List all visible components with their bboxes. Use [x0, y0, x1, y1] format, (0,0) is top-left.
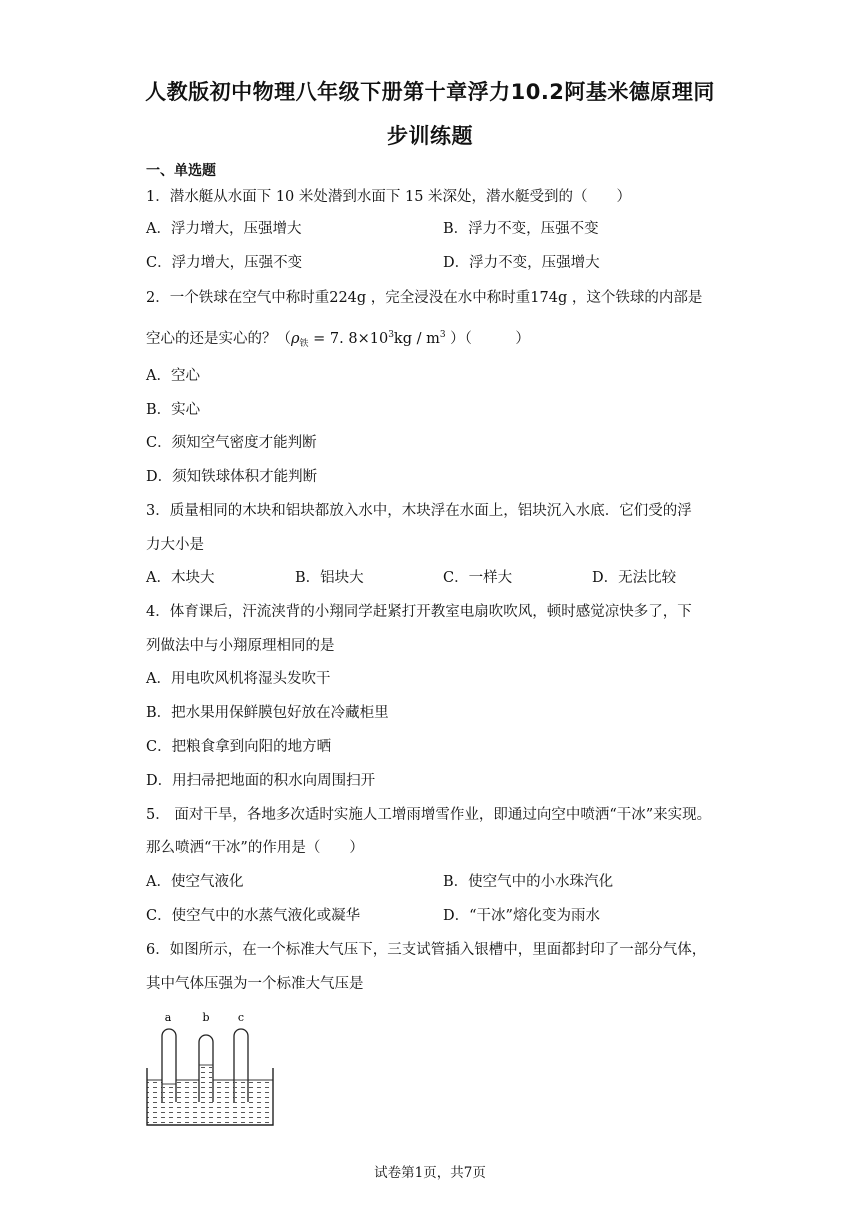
question-6-stem-line2: 其中气体压强为一个标准大气压是: [146, 976, 364, 992]
question-4-option-b: B．把水果用保鲜膜包好放在冷藏柜里: [146, 705, 389, 721]
question-2-stem-text: 空心的还是实心的？（: [146, 331, 291, 347]
unit-superscript: 3: [439, 330, 446, 340]
question-5-option-c: C．使空气中的水蒸气液化或凝华: [146, 908, 361, 924]
page-title-line1: 人教版初中物理八年级下册第十章浮力10.2阿基米德原理同: [145, 80, 715, 104]
power-superscript: 3: [388, 330, 394, 340]
question-2-option-c: C．须知空气密度才能判断: [146, 435, 317, 451]
question-1-option-b: B．浮力不变，压强不变: [443, 221, 599, 237]
question-4-stem-line1: 4．体育课后，汗流浃背的小翔同学赶紧打开教室电扇吹吹风，顿时感觉凉快多了，下: [146, 604, 692, 620]
question-6-stem-line1: 6．如图所示，在一个标准大气压下，三支试管插入银槽中，里面都封印了一部分气体，: [146, 942, 707, 958]
question-3-option-a: A．木块大: [146, 570, 215, 586]
question-4-stem-line2: 列做法中与小翔原理相同的是: [146, 638, 335, 654]
question-3-option-b: B．铝块大: [295, 570, 364, 586]
density-symbol: ρ: [291, 331, 300, 347]
question-2-answer-blank: ）（ ）: [445, 331, 530, 347]
question-2-option-a: A．空心: [146, 368, 200, 384]
page-title-line2: 步训练题: [387, 124, 473, 148]
density-value: = 7. 8×10: [308, 331, 389, 347]
question-2-option-b: B．实心: [146, 402, 201, 418]
question-5-option-a: A．使空气液化: [146, 874, 244, 890]
question-1-option-d: D．浮力不变，压强增大: [443, 255, 600, 271]
question-2-stem-line2: [146, 326, 530, 353]
question-1-option-c: C．浮力增大，压强不变: [146, 255, 303, 271]
question-3-option-c: C．一样大: [443, 570, 513, 586]
mercury-trough-figure: [144, 1010, 276, 1128]
tube-c-label: c: [237, 1011, 245, 1024]
question-5-stem-line1: 5． 面对干旱，各地多次适时实施人工增雨增雪作业，即通过向空中喷洒“干冰”来实现。: [146, 807, 712, 823]
question-1-option-a: A．浮力增大，压强增大: [146, 221, 302, 237]
question-1-stem: 1．潜水艇从水面下 10 米处潜到水面下 15 米深处，潜水艇受到的（ ）: [146, 189, 632, 205]
question-5-option-d: D．“干冰”熔化变为雨水: [443, 908, 600, 924]
question-2-option-d: D．须知铁球体积才能判断: [146, 469, 318, 485]
question-3-stem-line1: 3．质量相同的木块和铝块都放入水中，木块浮在水面上，铝块沉入水底．它们受的浮: [146, 503, 692, 519]
section-heading: 一、单选题: [146, 163, 216, 179]
question-4-option-c: C．把粮食拿到向阳的地方晒: [146, 739, 332, 755]
question-5-stem-line2: 那么喷洒“干冰”的作用是（ ）: [146, 840, 364, 856]
question-3-option-d: D．无法比较: [592, 570, 677, 586]
tube-a-label: a: [164, 1011, 172, 1024]
question-2-stem-line1: 2．一个铁球在空气中称时重224g ，完全浸没在水中称时重174g ，这个铁球的内部是: [146, 290, 703, 306]
density-subscript: 铁: [299, 339, 309, 349]
question-4-option-a: A．用电吹风机将湿头发吹干: [146, 671, 331, 687]
tube-b-label: b: [202, 1011, 210, 1024]
question-4-option-d: D．用扫帚把地面的积水向周围扫开: [146, 773, 376, 789]
question-5-option-b: B．使空气中的小水珠汽化: [443, 874, 614, 890]
page-footer: 试卷第1页，共7页: [374, 1165, 486, 1181]
question-3-stem-line2: 力大小是: [146, 537, 204, 553]
density-unit: kg / m: [393, 331, 440, 347]
